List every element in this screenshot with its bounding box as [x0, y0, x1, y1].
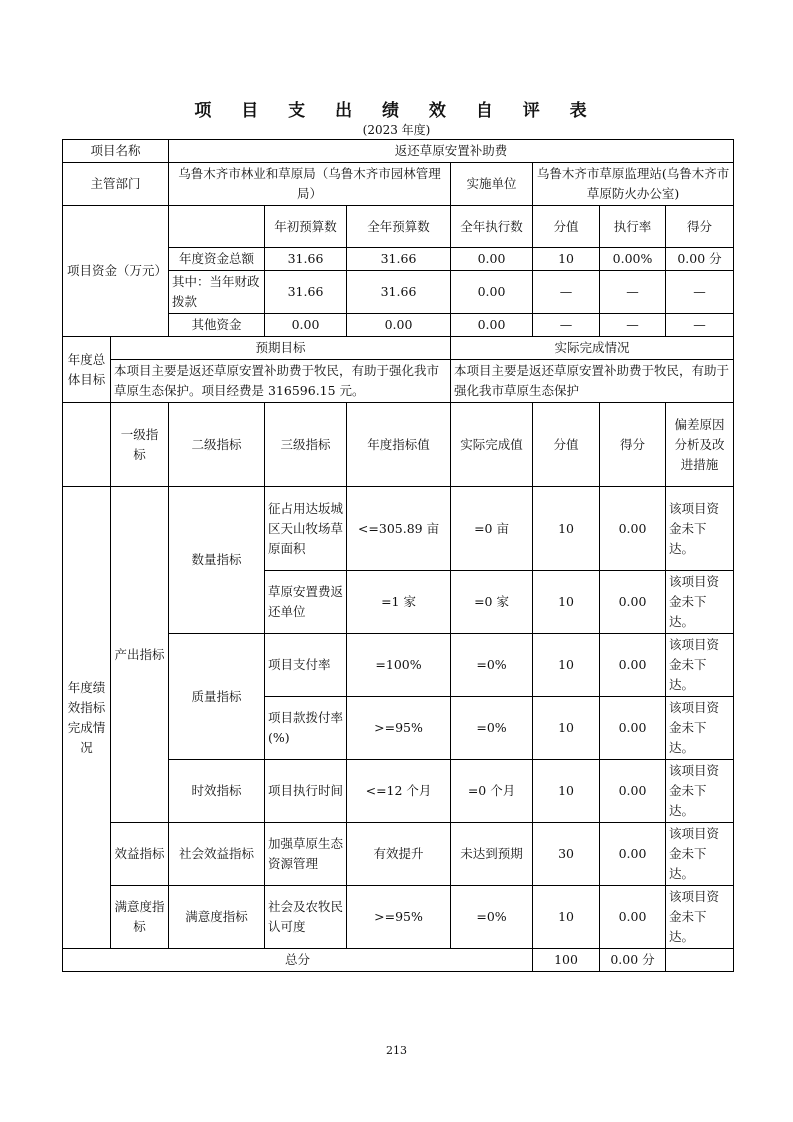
score-value: 30: [533, 823, 600, 886]
funds-header: 得分: [666, 206, 734, 248]
funds-cell: 0.00: [265, 314, 347, 337]
level3-indicator: 草原安置费返还单位: [265, 571, 347, 634]
funds-row-label: 其他资金: [169, 314, 265, 337]
target-value: <=305.89 亩: [347, 487, 451, 571]
level1-output: 产出指标: [111, 487, 169, 823]
total-blank: [666, 949, 734, 972]
funds-header: 执行率: [600, 206, 666, 248]
actual-value: =0%: [451, 634, 533, 697]
funds-cell: —: [533, 314, 600, 337]
score-value: 10: [533, 697, 600, 760]
score-value: 10: [533, 571, 600, 634]
target-value: <=12 个月: [347, 760, 451, 823]
actual-value: =0 个月: [451, 760, 533, 823]
actual-value: =0%: [451, 697, 533, 760]
page-title: 项 目 支 出 绩 效 自 评 表: [194, 101, 599, 121]
score: 0.00: [600, 571, 666, 634]
indicator-header: 一级指标: [111, 403, 169, 487]
funds-cell: 31.66: [265, 271, 347, 314]
score-value: 10: [533, 634, 600, 697]
level3-indicator: 项目款拨付率(%): [265, 697, 347, 760]
level2-satisfaction: 满意度指标: [169, 886, 265, 949]
target-value: =100%: [347, 634, 451, 697]
score: 0.00: [600, 823, 666, 886]
total-score: 0.00 分: [600, 949, 666, 972]
total-label: 总分: [63, 949, 533, 972]
level3-indicator: 征占用达坂城区天山牧场草原面积: [265, 487, 347, 571]
indicator-header: 年度指标值: [347, 403, 451, 487]
actual-value: 未达到预期: [451, 823, 533, 886]
target-value: =1 家: [347, 571, 451, 634]
funds-cell: —: [666, 271, 734, 314]
indicator-header: 得分: [600, 403, 666, 487]
funds-row-label: 其中：当年财政拨款: [169, 271, 265, 314]
actual-goal-text: 本项目主要是返还草原安置补助费于牧民，有助于强化我市草原生态保护: [451, 360, 734, 403]
level3-indicator: 社会及农牧民认可度: [265, 886, 347, 949]
funds-cell: 10: [533, 248, 600, 271]
project-name-label: 项目名称: [63, 140, 169, 163]
level2-quality: 质量指标: [169, 634, 265, 760]
funds-header: 全年执行数: [451, 206, 533, 248]
impl-unit-value: 乌鲁木齐市草原监理站(乌鲁木齐市草原防火办公室): [533, 163, 734, 206]
actual-value: =0 亩: [451, 487, 533, 571]
deviation-reason: 该项目资金未下达。: [666, 886, 734, 949]
level3-indicator: 项目支付率: [265, 634, 347, 697]
dept-label: 主管部门: [63, 163, 169, 206]
funds-label: 项目资金（万元）: [63, 206, 169, 337]
expected-goal-header: 预期目标: [111, 337, 451, 360]
score: 0.00: [600, 634, 666, 697]
indicator-header: 偏差原因分析及改进措施: [666, 403, 734, 487]
funds-cell: 0.00: [451, 271, 533, 314]
deviation-reason: 该项目资金未下达。: [666, 634, 734, 697]
funds-cell: 0.00 分: [666, 248, 734, 271]
target-value: >=95%: [347, 886, 451, 949]
deviation-reason: 该项目资金未下达。: [666, 760, 734, 823]
score: 0.00: [600, 487, 666, 571]
score: 0.00: [600, 886, 666, 949]
funds-cell: 31.66: [265, 248, 347, 271]
deviation-reason: 该项目资金未下达。: [666, 571, 734, 634]
page-number: 213: [386, 1044, 407, 1057]
score-value: 10: [533, 487, 600, 571]
expected-goal-text: 本项目主要是返还草原安置补助费于牧民，有助于强化我市草原生态保护。项目经费是 316596.15 元。: [111, 360, 451, 403]
score-value: 10: [533, 886, 600, 949]
deviation-reason: 该项目资金未下达。: [666, 487, 734, 571]
target-value: >=95%: [347, 697, 451, 760]
funds-row-label: 年度资金总额: [169, 248, 265, 271]
funds-cell: —: [533, 271, 600, 314]
deviation-reason: 该项目资金未下达。: [666, 823, 734, 886]
actual-value: =0%: [451, 886, 533, 949]
funds-cell: —: [600, 314, 666, 337]
project-name-value: 返还草原安置补助费: [169, 140, 734, 163]
indicator-header-blank: [63, 403, 111, 487]
level3-indicator: 加强草原生态资源管理: [265, 823, 347, 886]
indicator-header: 三级指标: [265, 403, 347, 487]
overall-goal-label: 年度总体目标: [63, 337, 111, 403]
funds-header-blank: [169, 206, 265, 248]
funds-header: 年初预算数: [265, 206, 347, 248]
score: 0.00: [600, 697, 666, 760]
funds-cell: 31.66: [347, 271, 451, 314]
level2-timeliness: 时效指标: [169, 760, 265, 823]
funds-cell: —: [600, 271, 666, 314]
level3-indicator: 项目执行时间: [265, 760, 347, 823]
indicator-section-label: 年度绩效指标完成情况: [63, 487, 111, 949]
level1-benefit: 效益指标: [111, 823, 169, 886]
funds-cell: 0.00: [451, 314, 533, 337]
indicator-header: 二级指标: [169, 403, 265, 487]
score: 0.00: [600, 760, 666, 823]
score-value: 10: [533, 760, 600, 823]
indicator-header: 分值: [533, 403, 600, 487]
funds-header: 全年预算数: [347, 206, 451, 248]
level2-quantity: 数量指标: [169, 487, 265, 634]
funds-header: 分值: [533, 206, 600, 248]
actual-value: =0 家: [451, 571, 533, 634]
funds-cell: —: [666, 314, 734, 337]
indicator-header: 实际完成值: [451, 403, 533, 487]
funds-cell: 0.00%: [600, 248, 666, 271]
actual-goal-header: 实际完成情况: [451, 337, 734, 360]
funds-cell: 31.66: [347, 248, 451, 271]
deviation-reason: 该项目资金未下达。: [666, 697, 734, 760]
impl-unit-label: 实施单位: [451, 163, 533, 206]
self-evaluation-table: [62, 139, 734, 972]
level1-satisfaction: 满意度指标: [111, 886, 169, 949]
funds-cell: 0.00: [347, 314, 451, 337]
report-year: (2023 年度): [362, 123, 431, 137]
target-value: 有效提升: [347, 823, 451, 886]
funds-cell: 0.00: [451, 248, 533, 271]
dept-value: 乌鲁木齐市林业和草原局（乌鲁木齐市园林管理局）: [169, 163, 451, 206]
level2-social-benefit: 社会效益指标: [169, 823, 265, 886]
total-score-value: 100: [533, 949, 600, 972]
